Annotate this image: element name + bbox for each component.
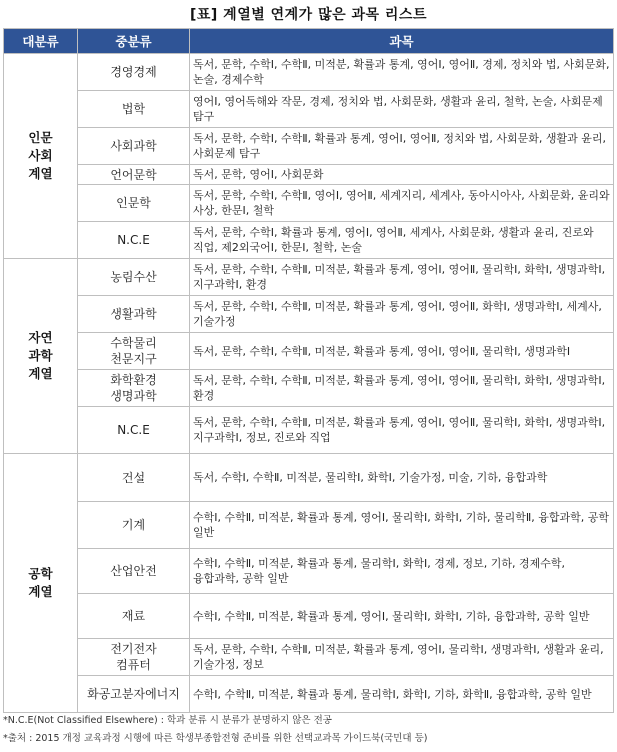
table-row: [4, 594, 614, 639]
subjects-cell: 수학Ⅰ, 수학Ⅱ, 미적분, 확률과 통계, 물리학Ⅰ, 화학Ⅰ, 경제, 정보, 기하, 경제수학, 융합과학, 공학 일반: [190, 549, 614, 594]
subjects-cell: 독서, 문학, 수학Ⅰ, 수학Ⅱ, 미적분, 확률과 통계, 영어Ⅰ, 영어Ⅱ, 경제, 정치와 법, 사회문화, 논술, 경제수학: [190, 54, 614, 91]
minor-category-cell: 사회과학: [78, 128, 190, 165]
subjects-cell: 독서, 문학, 수학Ⅰ, 수학Ⅱ, 미적분, 확률과 통계, 영어Ⅰ, 영어Ⅱ, 화학Ⅰ, 생명과학Ⅰ, 세계사, 기술가정: [190, 296, 614, 333]
header-subjects: 과목: [190, 29, 614, 54]
table-row: [4, 185, 614, 222]
minor-category-cell: N.C.E: [78, 407, 190, 454]
header-major: 대분류: [4, 29, 78, 54]
subjects-cell: 수학Ⅰ, 수학Ⅱ, 미적분, 확률과 통계, 영어Ⅰ, 물리학Ⅰ, 화학Ⅰ, 기하, 융합과학, 공학 일반: [190, 594, 614, 639]
major-category-cell: 인문 사회 계열: [4, 54, 78, 259]
table-row: [4, 54, 614, 91]
major-category-cell: 공학 계열: [4, 454, 78, 713]
table-row: [4, 502, 614, 549]
table-row: [4, 549, 614, 594]
minor-category-cell: 언어문학: [78, 165, 190, 185]
footnote-source: *출처 : 2015 개정 교육과정 시행에 따른 학생부종합전형 준비를 위한 선택교과목 가이드북(국민대 등): [3, 733, 428, 744]
table-row: [4, 91, 614, 128]
subjects-cell: 독서, 문학, 수학Ⅰ, 수학Ⅱ, 미적분, 확률과 통계, 영어Ⅰ, 영어Ⅱ, 물리학Ⅰ, 화학Ⅰ, 생명과학Ⅰ, 지구과학Ⅰ, 환경: [190, 259, 614, 296]
minor-category-cell: 산업안전: [78, 549, 190, 594]
minor-category-cell: 수학물리 천문지구: [78, 333, 190, 370]
subjects-cell: 독서, 문학, 수학Ⅰ, 수학Ⅱ, 미적분, 확률과 통계, 영어Ⅰ, 영어Ⅱ, 물리학Ⅰ, 화학Ⅰ, 생명과학Ⅰ, 환경: [190, 370, 614, 407]
minor-category-cell: 전기전자 컴퓨터: [78, 639, 190, 676]
minor-category-cell: N.C.E: [78, 222, 190, 259]
footnote-nce: *N.C.E(Not Classified Elsewhere) : 학과 분류 시 분류가 분명하지 않은 전공: [3, 715, 332, 726]
subjects-cell: 독서, 수학Ⅰ, 수학Ⅱ, 미적분, 물리학Ⅰ, 화학Ⅰ, 기술가정, 미술, 기하, 융합과학: [190, 454, 614, 502]
subjects-cell: 독서, 문학, 수학Ⅰ, 수학Ⅱ, 미적분, 확률과 통계, 영어Ⅰ, 물리학Ⅰ, 생명과학Ⅰ, 생활과 윤리, 기술가정, 정보: [190, 639, 614, 676]
minor-category-cell: 건설: [78, 454, 190, 502]
table-row: [4, 454, 614, 502]
minor-category-cell: 화학환경 생명과학: [78, 370, 190, 407]
subjects-cell: 독서, 문학, 영어Ⅰ, 사회문화: [190, 165, 614, 185]
table-row: [4, 333, 614, 370]
table-row: [4, 165, 614, 185]
minor-category-cell: 경영경제: [78, 54, 190, 91]
table-row: [4, 676, 614, 713]
minor-category-cell: 인문학: [78, 185, 190, 222]
subjects-cell: 독서, 문학, 수학Ⅰ, 수학Ⅱ, 미적분, 확률과 통계, 영어Ⅰ, 영어Ⅱ, 물리학Ⅰ, 화학Ⅰ, 생명과학Ⅰ, 지구과학Ⅰ, 정보, 진로와 직업: [190, 407, 614, 454]
subject-table: [3, 28, 614, 713]
subjects-cell: 수학Ⅰ, 수학Ⅱ, 미적분, 확률과 통계, 물리학Ⅰ, 화학Ⅰ, 기하, 화학Ⅱ, 융합과학, 공학 일반: [190, 676, 614, 713]
minor-category-cell: 재료: [78, 594, 190, 639]
table-row: [4, 296, 614, 333]
table-header-row: [4, 29, 614, 54]
minor-category-cell: 농림수산: [78, 259, 190, 296]
subjects-cell: 독서, 문학, 수학Ⅰ, 수학Ⅱ, 확률과 통계, 영어Ⅰ, 영어Ⅱ, 정치와 법, 사회문화, 생활과 윤리, 사회문제 탐구: [190, 128, 614, 165]
minor-category-cell: 생활과학: [78, 296, 190, 333]
table-row: [4, 639, 614, 676]
subjects-cell: 영어Ⅰ, 영어독해와 작문, 경제, 정치와 법, 사회문화, 생활과 윤리, 철학, 논술, 사회문제 탐구: [190, 91, 614, 128]
minor-category-cell: 기계: [78, 502, 190, 549]
footnotes: [3, 712, 613, 748]
major-category-cell: 자연 과학 계열: [4, 259, 78, 454]
table-row: [4, 370, 614, 407]
subjects-cell: 독서, 문학, 수학Ⅰ, 수학Ⅱ, 영어Ⅰ, 영어Ⅱ, 세계지리, 세계사, 동아시아사, 사회문화, 윤리와 사상, 한문Ⅰ, 철학: [190, 185, 614, 222]
header-minor: 중분류: [78, 29, 190, 54]
subjects-cell: 독서, 문학, 수학Ⅰ, 수학Ⅱ, 미적분, 확률과 통계, 영어Ⅰ, 영어Ⅱ, 물리학Ⅰ, 생명과학Ⅰ: [190, 333, 614, 370]
table-row: [4, 222, 614, 259]
minor-category-cell: 화공고분자에너지: [78, 676, 190, 713]
minor-category-cell: 법학: [78, 91, 190, 128]
table-row: [4, 407, 614, 454]
subjects-cell: 수학Ⅰ, 수학Ⅱ, 미적분, 확률과 통계, 영어Ⅰ, 물리학Ⅰ, 화학Ⅰ, 기하, 물리학Ⅱ, 융합과학, 공학 일반: [190, 502, 614, 549]
table-row: [4, 128, 614, 165]
page-title: [표] 계열별 연계가 많은 과목 리스트: [189, 7, 427, 23]
subjects-cell: 독서, 문학, 수학Ⅰ, 확률과 통계, 영어Ⅰ, 영어Ⅱ, 세계사, 사회문화, 생활과 윤리, 진로와 직업, 제2외국어Ⅰ, 한문Ⅰ, 철학, 논술: [190, 222, 614, 259]
table-row: [4, 259, 614, 296]
